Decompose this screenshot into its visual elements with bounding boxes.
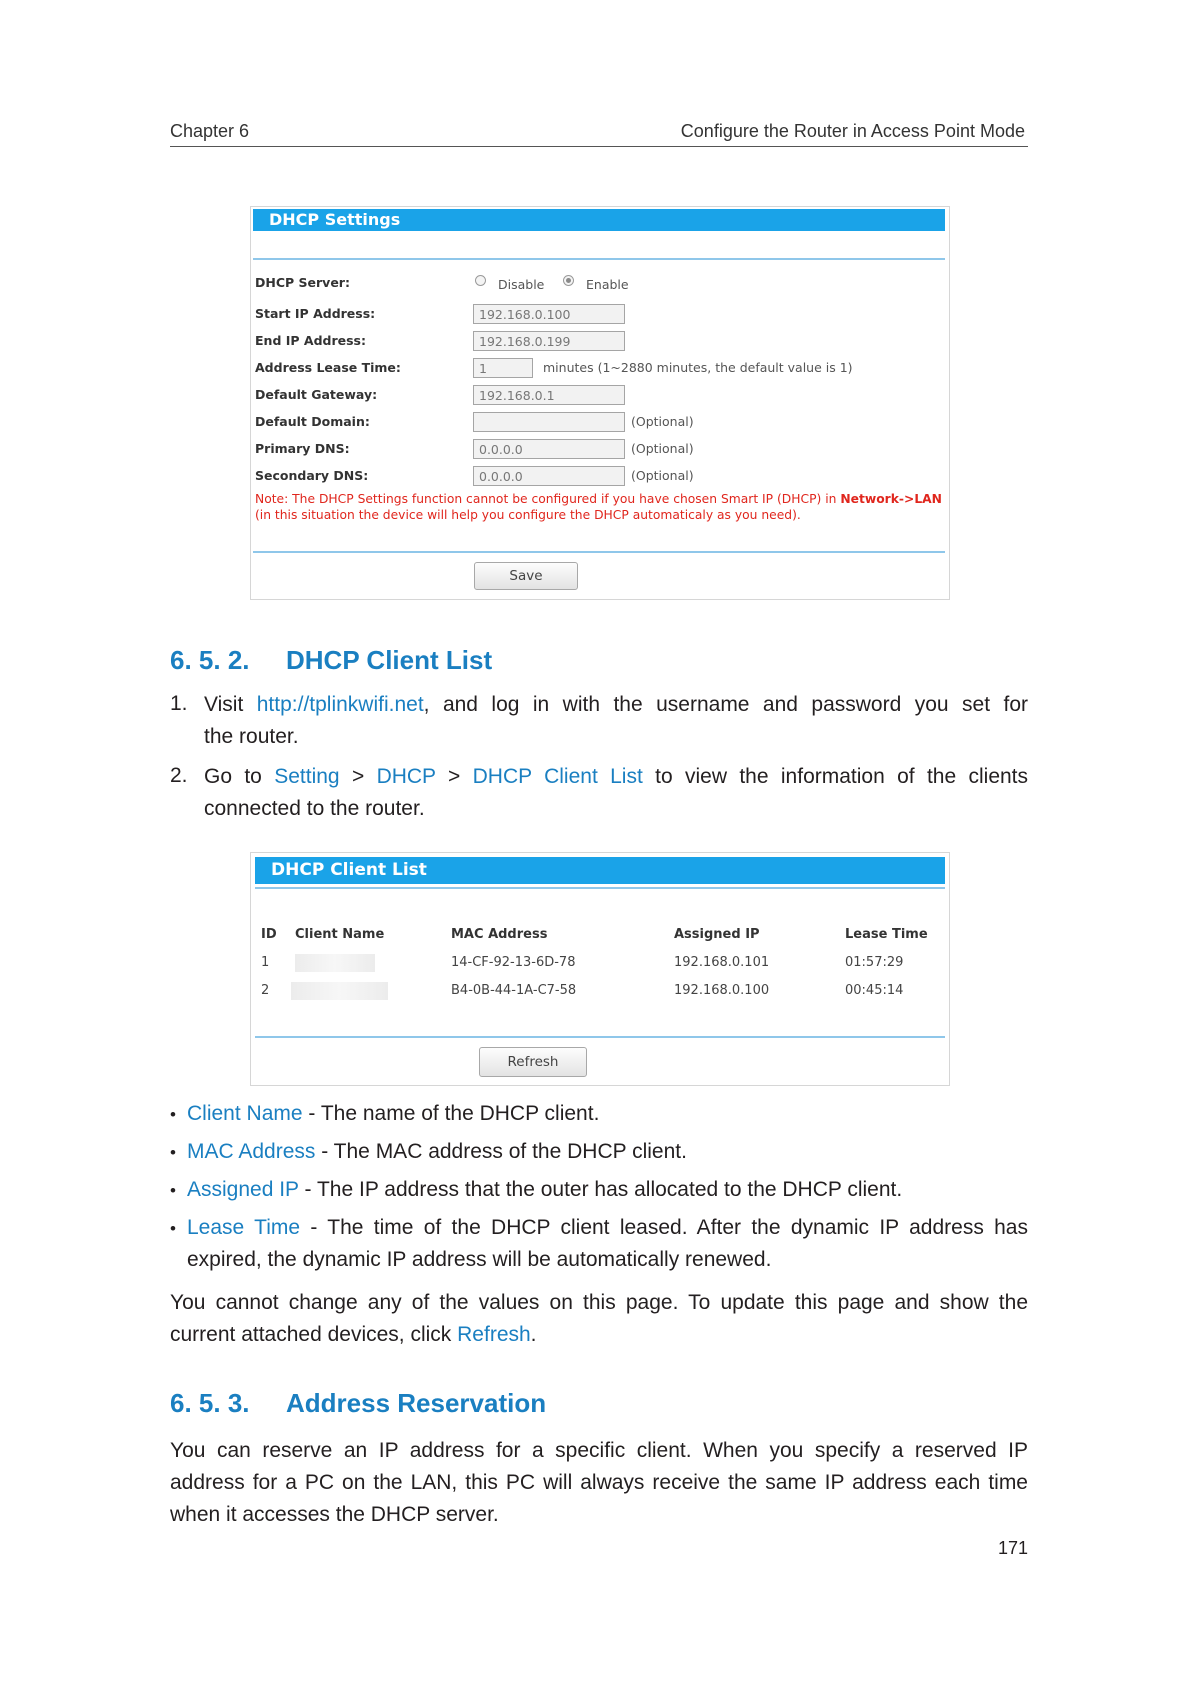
dhcp-client-list-link[interactable]: DHCP Client List <box>472 765 643 788</box>
dhcp-note <box>255 491 942 523</box>
enable-label: Enable <box>586 277 629 292</box>
bullet-dot: • <box>170 1181 176 1200</box>
note-text: Note: The DHCP Settings function cannot be configured if you have chosen Smart IP (DHCP) in <box>255 492 841 506</box>
save-button[interactable]: Save <box>474 562 578 590</box>
page-number: 171 <box>997 1538 1028 1558</box>
refresh-term: Refresh <box>457 1323 531 1346</box>
primary-dns-label: Primary DNS: <box>255 441 350 456</box>
secondary-dns-input[interactable]: 0.0.0.0 <box>473 466 625 486</box>
row-2-ip: 192.168.0.100 <box>674 983 770 998</box>
step-2-number: 2. <box>170 764 188 787</box>
dhcp-settings-panel <box>250 206 950 600</box>
domain-hint: (Optional) <box>631 414 694 429</box>
step-2-continuation: connected to the router. <box>204 797 425 820</box>
lease-time-hint: minutes (1~2880 minutes, the default value is 1) <box>543 360 853 375</box>
bullet-lease-time-continuation: expired, the dynamic IP address will be automatically renewed. <box>187 1248 772 1271</box>
row-2-id: 2 <box>261 983 270 998</box>
disable-label: Disable <box>498 277 545 292</box>
chapter-title: Configure the Router in Access Point Mode <box>680 121 1025 141</box>
bullet-dot: • <box>170 1105 176 1124</box>
row-2-mac: B4-0B-44-1A-C7-58 <box>451 983 577 998</box>
section-title-653: Address Reservation <box>286 1388 547 1418</box>
step-1-text: Visit http://tplinkwifi.net, and log in with the username and password you set for <box>204 693 1028 716</box>
client-name-term: Client Name <box>187 1102 303 1125</box>
footer-divider <box>253 551 945 553</box>
client-list-title: DHCP Client List <box>255 857 945 884</box>
col-mac-address: MAC Address <box>451 927 548 942</box>
network-lan-link[interactable]: Network->LAN <box>840 492 942 506</box>
start-ip-input[interactable]: 192.168.0.100 <box>473 304 625 324</box>
row-1-lease: 01:57:29 <box>845 955 904 970</box>
reservation-para-line-1: You can reserve an IP address for a specific client. When you specify a reserved IP <box>170 1439 1028 1462</box>
setting-link[interactable]: Setting <box>274 765 340 788</box>
primary-dns-hint: (Optional) <box>631 441 694 456</box>
start-ip-label: Start IP Address: <box>255 306 376 321</box>
reservation-para-line-2: address for a PC on the LAN, this PC will always receive the same IP address each time <box>170 1471 1028 1494</box>
col-assigned-ip: Assigned IP <box>674 927 760 942</box>
dhcp-server-label: DHCP Server: <box>255 275 350 290</box>
domain-input[interactable] <box>473 412 625 432</box>
secondary-dns-hint: (Optional) <box>631 468 694 483</box>
assigned-ip-term: Assigned IP <box>187 1178 299 1201</box>
chapter-label: Chapter 6 <box>170 121 250 141</box>
enable-radio[interactable] <box>563 275 574 286</box>
lease-time-label: Address Lease Time: <box>255 360 401 375</box>
row-1-id: 1 <box>261 955 270 970</box>
section-title-652: DHCP Client List <box>286 645 493 675</box>
header-rule <box>170 146 1028 147</box>
secondary-dns-label: Secondary DNS: <box>255 468 369 483</box>
end-ip-input[interactable]: 192.168.0.199 <box>473 331 625 351</box>
domain-label: Default Domain: <box>255 414 370 429</box>
step-1-number: 1. <box>170 692 188 715</box>
row-1-mac: 14-CF-92-13-6D-78 <box>451 955 576 970</box>
col-id: ID <box>261 927 277 942</box>
step-1-continuation: the router. <box>204 725 299 748</box>
refresh-para-line-1: You cannot change any of the values on this page. To update this page and show the <box>170 1291 1028 1314</box>
row-1-client-name-blurred <box>295 954 375 972</box>
disable-radio[interactable] <box>475 275 486 286</box>
refresh-para-line-2: current attached devices, click Refresh. <box>170 1323 537 1346</box>
lease-time-term: Lease Time <box>187 1216 301 1239</box>
mac-address-term: MAC Address <box>187 1140 316 1163</box>
dhcp-link[interactable]: DHCP <box>376 765 436 788</box>
step-2-text: Go to Setting > DHCP > DHCP Client List to view the information of the clients <box>204 765 1029 788</box>
row-2-lease: 00:45:14 <box>845 983 904 998</box>
row-2-client-name-blurred <box>291 982 388 1000</box>
client-list-panel <box>250 852 950 1086</box>
gateway-input[interactable]: 192.168.0.1 <box>473 385 625 405</box>
footer-divider <box>255 1036 945 1038</box>
bullet-dot: • <box>170 1143 176 1162</box>
lease-time-input[interactable]: 1 <box>473 358 533 378</box>
tplinkwifi-link[interactable]: http://tplinkwifi.net <box>256 693 424 716</box>
row-1-ip: 192.168.0.101 <box>674 955 770 970</box>
bullet-mac-address: MAC Address - The MAC address of the DHCP client. <box>187 1140 687 1163</box>
bullet-dot: • <box>170 1219 176 1238</box>
col-lease-time: Lease Time <box>845 927 928 942</box>
end-ip-label: End IP Address: <box>255 333 366 348</box>
dhcp-settings-title: DHCP Settings <box>253 209 945 231</box>
col-client-name: Client Name <box>295 927 385 942</box>
bullet-client-name: Client Name - The name of the DHCP client. <box>187 1102 600 1125</box>
primary-dns-input[interactable]: 0.0.0.0 <box>473 439 625 459</box>
section-number-653: 6. 5. 3. <box>170 1388 250 1418</box>
bullet-assigned-ip: Assigned IP - The IP address that the outer has allocated to the DHCP client. <box>187 1178 903 1201</box>
note-text-2: (in this situation the device will help you configure the DHCP automaticaly as you need). <box>255 508 801 522</box>
bullet-lease-time: Lease Time - The time of the DHCP client leased. After the dynamic IP address has <box>187 1216 1028 1239</box>
gateway-label: Default Gateway: <box>255 387 378 402</box>
title-divider <box>253 258 945 260</box>
refresh-button[interactable]: Refresh <box>479 1047 587 1077</box>
section-number-652: 6. 5. 2. <box>170 645 250 675</box>
reservation-para-line-3: when it accesses the DHCP server. <box>170 1503 499 1526</box>
title-divider <box>255 887 945 889</box>
